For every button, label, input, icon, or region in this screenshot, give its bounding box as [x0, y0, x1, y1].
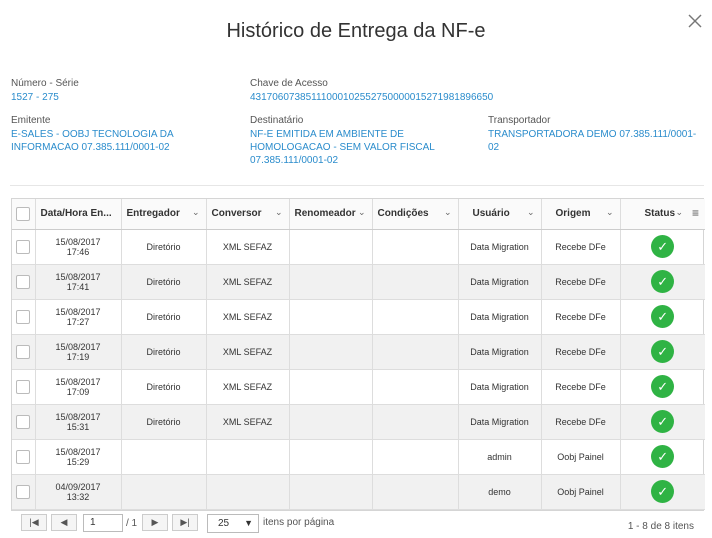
date-cell	[35, 474, 121, 509]
col-entregador-label: Entregador	[126, 208, 180, 220]
entregador-cell: Diretório	[121, 264, 206, 299]
time-text: 15:29	[66, 456, 90, 467]
col-usuario[interactable]	[458, 199, 541, 229]
chevron-down-icon[interactable]: ⌄	[274, 207, 283, 217]
date-cell	[35, 369, 121, 404]
col-status-label: Status	[644, 208, 675, 220]
condicoes-cell	[372, 439, 458, 474]
time-text: 17:27	[66, 316, 90, 327]
entregador-cell: Diretório	[121, 229, 206, 264]
renomeador-cell	[289, 299, 372, 334]
last-page-button[interactable]	[172, 514, 198, 531]
row-select-cell[interactable]	[12, 264, 35, 299]
renomeador-cell	[289, 439, 372, 474]
first-page-icon: |◀	[29, 517, 39, 527]
col-data-hora-label: Data/Hora En...	[40, 208, 112, 220]
condicoes-cell	[372, 474, 458, 509]
row-checkbox[interactable]	[16, 485, 30, 499]
table-row[interactable]	[12, 229, 705, 264]
check-circle-icon: ✓	[651, 410, 674, 433]
chevron-down-icon[interactable]: ⌄	[191, 207, 200, 217]
row-checkbox[interactable]	[16, 380, 30, 394]
table-row[interactable]	[12, 474, 705, 509]
table-row[interactable]	[12, 439, 705, 474]
check-circle-icon: ✓	[651, 445, 674, 468]
close-icon[interactable]	[686, 12, 704, 30]
conversor-cell: XML SEFAZ	[206, 229, 289, 264]
col-conversor[interactable]	[206, 199, 289, 229]
entregador-cell	[121, 439, 206, 474]
col-conversor-label: Conversor	[211, 208, 262, 220]
row-checkbox[interactable]	[16, 310, 30, 324]
entregador-cell: Diretório	[121, 299, 206, 334]
table-row[interactable]	[12, 404, 705, 439]
page-number-input[interactable]: 1	[83, 514, 123, 532]
numero-serie-field	[11, 77, 211, 104]
transportador-field	[488, 114, 706, 154]
chave-acesso-label: Chave de Acesso	[250, 78, 328, 89]
status-cell	[620, 404, 705, 439]
transportador-value: TRANSPORTADORA DEMO 07.385.111/0001-02	[488, 129, 697, 153]
entregador-cell: Diretório	[121, 334, 206, 369]
chevron-down-icon[interactable]: ⌄	[357, 207, 366, 217]
check-circle-icon: ✓	[651, 305, 674, 328]
col-renomeador-label: Renomeador	[294, 208, 356, 220]
status-cell	[620, 229, 705, 264]
check-circle-icon: ✓	[651, 340, 674, 363]
row-checkbox[interactable]	[16, 275, 30, 289]
date-cell	[35, 439, 121, 474]
select-all-checkbox[interactable]	[16, 207, 30, 221]
col-origem-label: Origem	[555, 208, 591, 220]
row-checkbox[interactable]	[16, 240, 30, 254]
condicoes-cell	[372, 264, 458, 299]
row-select-cell[interactable]	[12, 439, 35, 474]
row-select-cell[interactable]	[12, 229, 35, 264]
usuario-cell: demo	[458, 474, 541, 509]
destinatario-label: Destinatário	[250, 115, 304, 126]
conversor-cell	[206, 474, 289, 509]
date-text: 04/09/2017	[55, 481, 101, 492]
entregador-cell: Diretório	[121, 404, 206, 439]
usuario-cell: Data Migration	[458, 369, 541, 404]
date-cell	[35, 299, 121, 334]
items-summary: 1 - 8 de 8 itens	[627, 521, 694, 532]
divider	[10, 185, 704, 186]
col-renomeador[interactable]	[289, 199, 372, 229]
date-text: 15/08/2017	[55, 341, 101, 352]
date-text: 15/08/2017	[55, 446, 101, 457]
page-size-select[interactable]	[207, 514, 259, 533]
numero-serie-value: 1527 - 275	[11, 92, 59, 103]
renomeador-cell	[289, 404, 372, 439]
next-page-button[interactable]	[142, 514, 168, 531]
date-text: 15/08/2017	[55, 271, 101, 282]
conversor-cell: XML SEFAZ	[206, 404, 289, 439]
conversor-cell	[206, 439, 289, 474]
row-select-cell[interactable]	[12, 299, 35, 334]
condicoes-cell	[372, 404, 458, 439]
header-row	[12, 199, 705, 229]
chave-acesso-value: 43170607385111000102552750000015271981896650	[250, 92, 494, 103]
emitente-field	[11, 114, 196, 154]
col-entregador[interactable]	[121, 199, 206, 229]
status-cell	[620, 264, 705, 299]
numero-serie-label: Número - Série	[11, 78, 79, 89]
table-row[interactable]	[12, 369, 705, 404]
select-all-header[interactable]	[12, 199, 35, 229]
usuario-cell: Data Migration	[458, 334, 541, 369]
origem-cell: Recebe DFe	[541, 404, 620, 439]
conversor-cell: XML SEFAZ	[206, 299, 289, 334]
time-text: 15:31	[66, 421, 90, 432]
chevron-down-icon[interactable]: ⌄	[605, 207, 614, 217]
col-usuario-label: Usuário	[472, 208, 510, 220]
chevron-down-icon[interactable]: ⌄	[443, 207, 452, 217]
destinatario-field	[250, 114, 450, 167]
table-row[interactable]	[12, 334, 705, 369]
renomeador-cell	[289, 369, 372, 404]
col-origem[interactable]	[541, 199, 620, 229]
entregador-cell: Diretório	[121, 369, 206, 404]
date-cell	[35, 229, 121, 264]
status-cell	[620, 334, 705, 369]
renomeador-cell	[289, 334, 372, 369]
page-count-text: / 1	[126, 518, 138, 529]
renomeador-cell	[289, 474, 372, 509]
check-circle-icon: ✓	[651, 375, 674, 398]
row-checkbox[interactable]	[16, 450, 30, 464]
table-row[interactable]	[12, 299, 705, 334]
origem-cell: Recebe DFe	[541, 229, 620, 264]
transportador-label: Transportador	[488, 115, 551, 126]
time-text: 13:32	[66, 491, 90, 502]
check-circle-icon: ✓	[651, 480, 674, 503]
renomeador-cell	[289, 229, 372, 264]
col-status[interactable]	[620, 199, 705, 229]
origem-cell: Recebe DFe	[541, 264, 620, 299]
time-text: 17:46	[66, 246, 90, 257]
col-condicoes-label: Condições	[377, 208, 429, 220]
status-cell	[620, 439, 705, 474]
date-cell	[35, 334, 121, 369]
usuario-cell: Data Migration	[458, 404, 541, 439]
emitente-label: Emitente	[11, 115, 51, 126]
row-checkbox[interactable]	[16, 345, 30, 359]
time-text: 17:09	[66, 386, 90, 397]
check-circle-icon: ✓	[651, 235, 674, 258]
origem-cell: Oobj Painel	[541, 439, 620, 474]
destinatario-value: NF-E EMITIDA EM AMBIENTE DE HOMOLOGACAO - SEM VALOR FISCAL 07.385.111/0001-02	[250, 129, 435, 166]
date-text: 15/08/2017	[55, 411, 101, 422]
origem-cell: Recebe DFe	[541, 369, 620, 404]
conversor-cell: XML SEFAZ	[206, 334, 289, 369]
row-select-cell[interactable]	[12, 369, 35, 404]
dialog-title: Histórico de Entrega da NF-e	[226, 20, 486, 42]
chave-acesso-field	[250, 77, 550, 104]
pagination-bar	[11, 509, 704, 537]
prev-page-icon: ◀	[60, 517, 68, 527]
next-page-icon: ▶	[151, 517, 159, 527]
usuario-cell: Data Migration	[458, 229, 541, 264]
last-page-icon: ▶|	[180, 517, 190, 527]
condicoes-cell	[372, 369, 458, 404]
usuario-cell: admin	[458, 439, 541, 474]
prev-page-button[interactable]	[51, 514, 77, 531]
row-select-cell[interactable]	[12, 404, 35, 439]
date-cell	[35, 404, 121, 439]
status-cell	[620, 299, 705, 334]
date-text: 15/08/2017	[55, 236, 101, 247]
date-text: 15/08/2017	[55, 306, 101, 317]
chevron-down-icon[interactable]: ⌄	[526, 207, 535, 217]
status-cell	[620, 369, 705, 404]
col-condicoes[interactable]	[372, 199, 458, 229]
conversor-cell: XML SEFAZ	[206, 369, 289, 404]
table-row[interactable]	[12, 264, 705, 299]
page-size-label: itens por página	[263, 517, 335, 528]
time-text: 17:19	[66, 351, 90, 362]
time-text: 17:41	[66, 281, 90, 292]
usuario-cell: Data Migration	[458, 299, 541, 334]
entregador-cell	[121, 474, 206, 509]
origem-cell: Oobj Painel	[541, 474, 620, 509]
dropdown-arrow-icon: ▼	[244, 518, 253, 528]
emitente-value: E-SALES - OOBJ TECNOLOGIA DA INFORMACAO 07.385.111/0001-02	[11, 129, 174, 153]
column-menu-icon[interactable]: ≡	[691, 206, 699, 220]
chevron-down-icon[interactable]: ⌄	[675, 207, 683, 217]
origem-cell: Recebe DFe	[541, 299, 620, 334]
history-grid	[11, 198, 704, 511]
date-cell	[35, 264, 121, 299]
row-select-cell[interactable]	[12, 474, 35, 509]
condicoes-cell	[372, 299, 458, 334]
history-table	[12, 199, 705, 510]
conversor-cell: XML SEFAZ	[206, 264, 289, 299]
page-size-value: 25	[218, 518, 230, 529]
check-circle-icon: ✓	[651, 270, 674, 293]
date-text: 15/08/2017	[55, 376, 101, 387]
first-page-button[interactable]	[21, 514, 47, 531]
usuario-cell: Data Migration	[458, 264, 541, 299]
renomeador-cell	[289, 264, 372, 299]
condicoes-cell	[372, 334, 458, 369]
condicoes-cell	[372, 229, 458, 264]
status-cell	[620, 474, 705, 509]
col-data-hora[interactable]	[35, 199, 121, 229]
row-select-cell[interactable]	[12, 334, 35, 369]
origem-cell: Recebe DFe	[541, 334, 620, 369]
row-checkbox[interactable]	[16, 415, 30, 429]
